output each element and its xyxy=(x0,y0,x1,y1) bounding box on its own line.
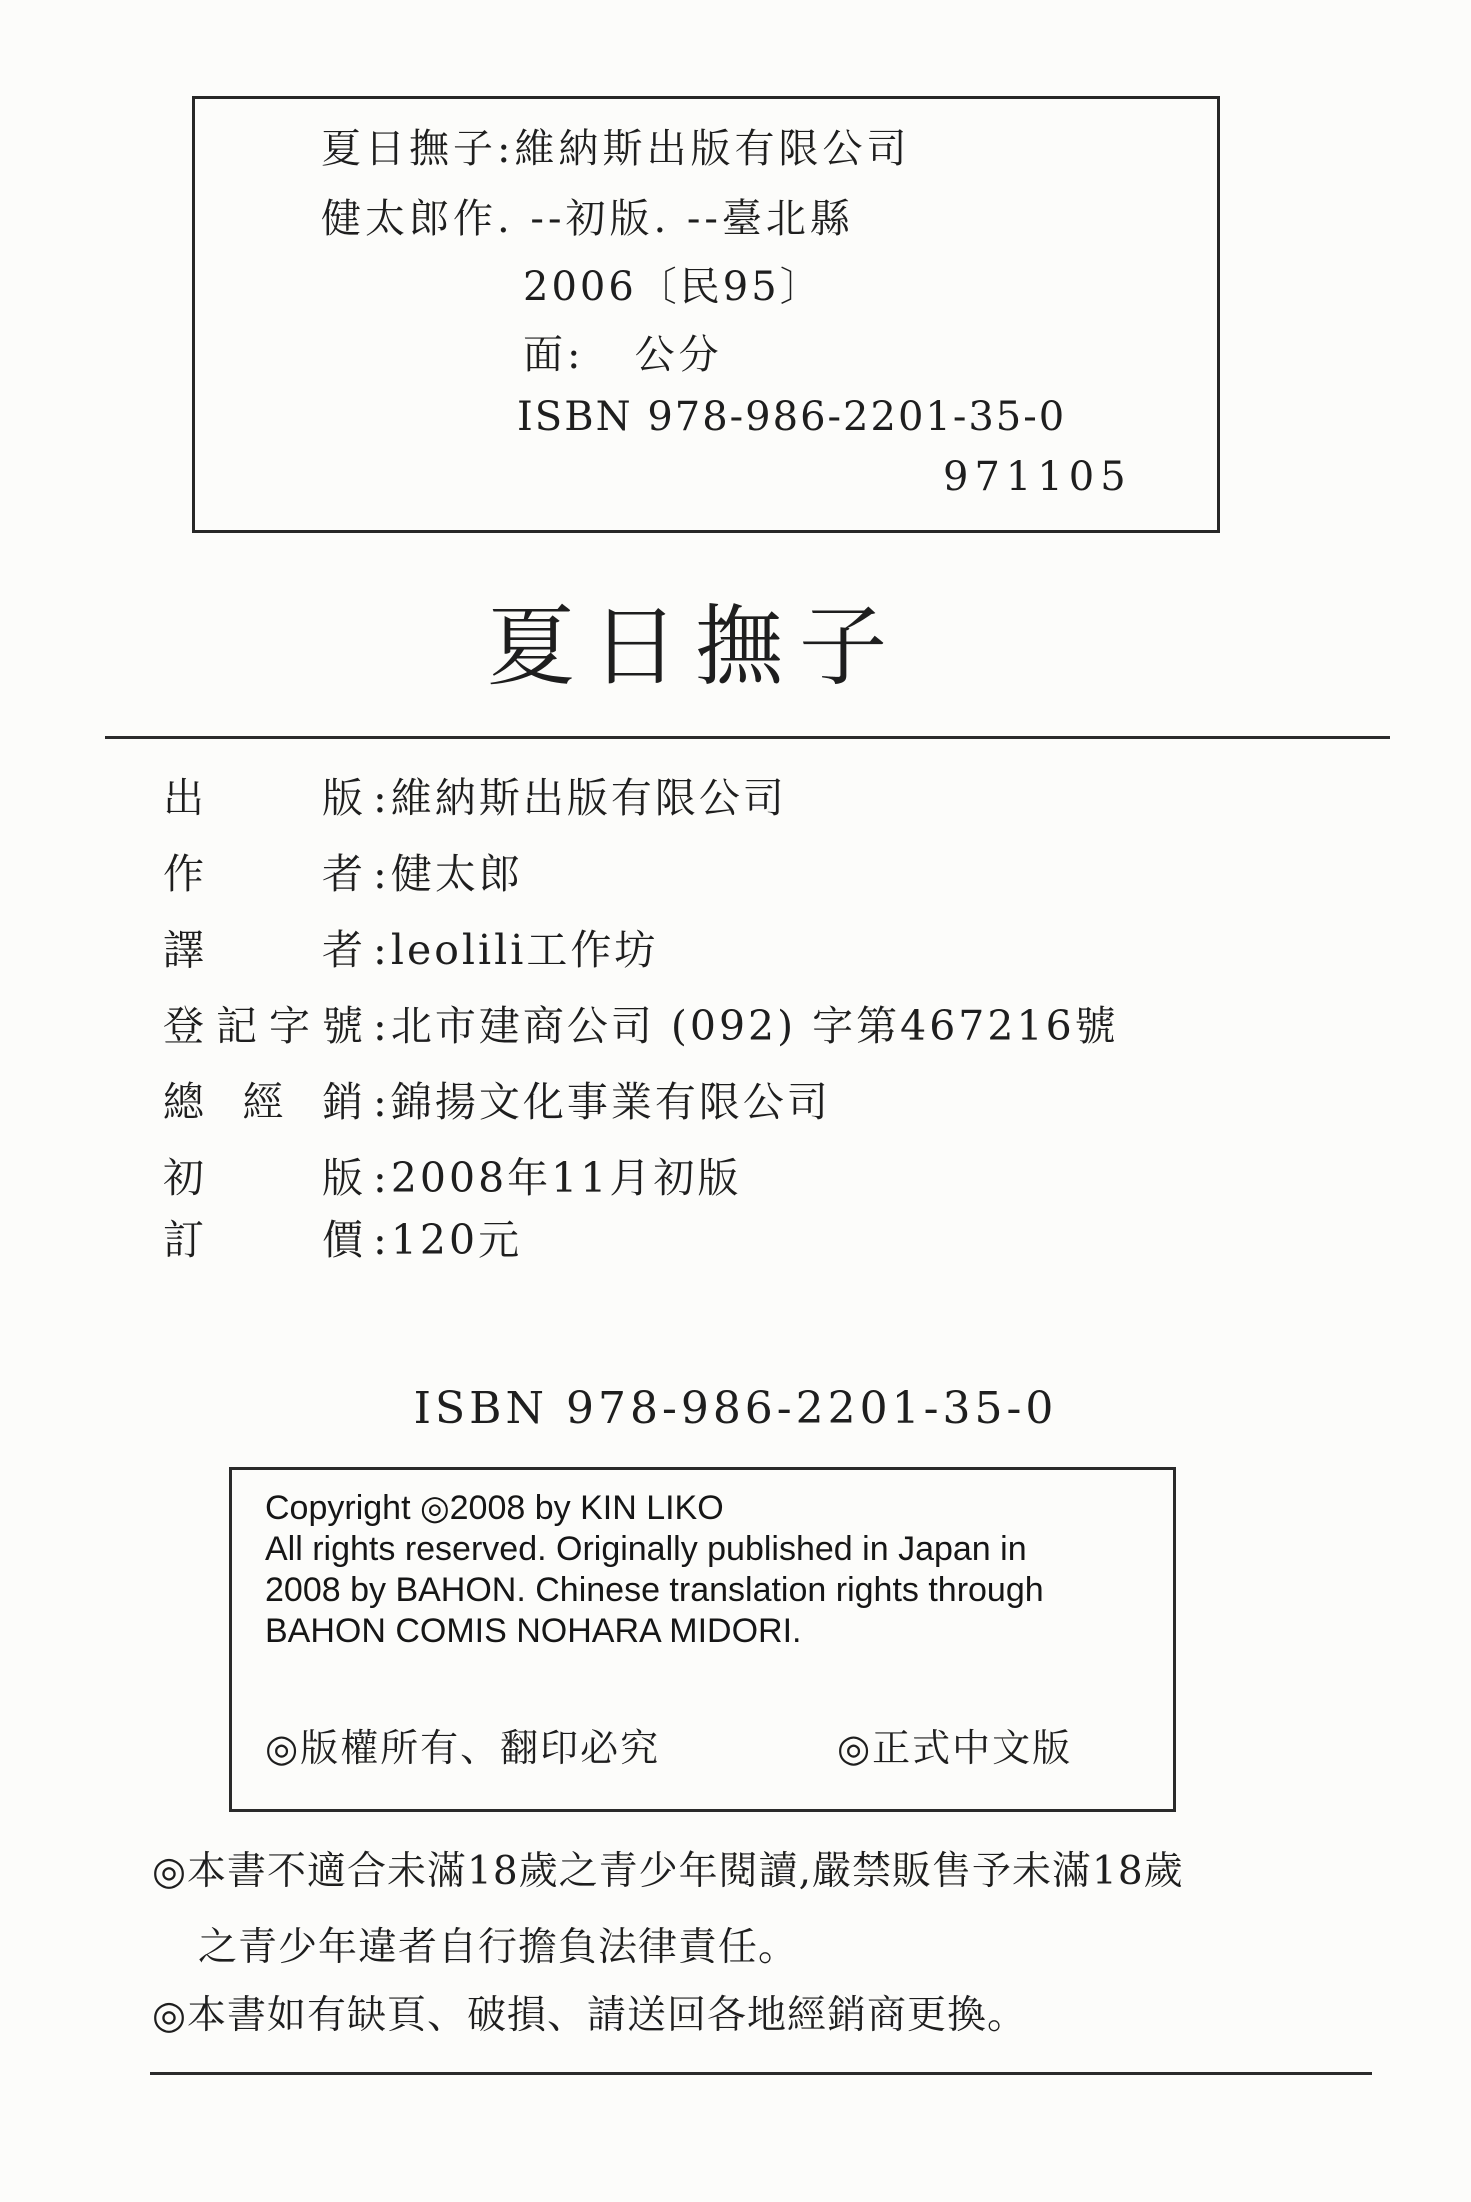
cip-title-publisher-line: 夏日撫子:維納斯出版有限公司 xyxy=(321,126,911,172)
cip-author-edition-line: 健太郎作. --初版. --臺北縣 xyxy=(321,196,854,242)
bottom-divider xyxy=(150,2072,1372,2075)
colophon-row-publisher xyxy=(0,774,1471,822)
cip-isbn-line: ISBN 978-986-2201-35-0 xyxy=(517,394,1067,440)
colophon-row-author xyxy=(0,850,1471,898)
row-colon: : xyxy=(373,1154,387,1202)
colophon-row-registration xyxy=(0,1002,1471,1050)
age-restriction-notice-line1: ◎本書不適合未滿18歲之青少年閱讀,嚴禁販售予未滿18歲 xyxy=(152,1849,1184,1894)
age-restriction-notice-line2: 之青少年違者自行擔負法律責任。 xyxy=(198,1925,799,1970)
official-chinese-edition-note: ◎正式中文版 xyxy=(837,1726,1073,1770)
book-title: 夏日撫子 xyxy=(486,595,903,698)
colophon-row-distributor xyxy=(0,1078,1471,1126)
copyright-line: All rights reserved. Originally published in Japan in xyxy=(265,1530,1027,1568)
colophon-row-price xyxy=(0,1216,1471,1264)
row-value: leolili工作坊 xyxy=(390,926,659,974)
row-label: 總經銷 xyxy=(163,1078,363,1126)
copyright-line: BAHON COMIS NOHARA MIDORI. xyxy=(265,1612,802,1650)
copyright-line: Copyright ◎2008 by KIN LIKO xyxy=(265,1489,724,1527)
copyright-box xyxy=(229,1467,1176,1812)
cip-catalog-number: 971105 xyxy=(943,454,1132,500)
cip-dimensions-line: 面: 公分 xyxy=(523,332,723,378)
row-label: 譯者 xyxy=(163,926,363,974)
row-label: 作者 xyxy=(163,850,363,898)
colophon-row-first-edition xyxy=(0,1154,1471,1202)
row-label: 初版 xyxy=(163,1154,363,1202)
title-divider xyxy=(105,736,1390,739)
cip-data-box xyxy=(192,96,1220,533)
row-colon: : xyxy=(373,1216,387,1264)
replacement-notice: ◎本書如有缺頁、破損、請送回各地經銷商更換。 xyxy=(152,1993,1028,2038)
row-value: 維納斯出版有限公司 xyxy=(390,774,787,822)
row-label: 出版 xyxy=(163,774,363,822)
row-label: 登記字號 xyxy=(163,1002,363,1050)
row-value: 錦揚文化事業有限公司 xyxy=(390,1078,831,1126)
isbn-line: ISBN 978-986-2201-35-0 xyxy=(413,1383,1058,1434)
row-colon: : xyxy=(373,850,387,898)
colophon-row-translator xyxy=(0,926,1471,974)
row-colon: : xyxy=(373,1002,387,1050)
row-value: 健太郎 xyxy=(390,850,523,898)
row-colon: : xyxy=(373,1078,387,1126)
row-label: 訂價 xyxy=(163,1216,363,1264)
row-value: 120元 xyxy=(390,1216,523,1264)
row-colon: : xyxy=(373,774,387,822)
row-colon: : xyxy=(373,926,387,974)
copyright-line: 2008 by BAHON. Chinese translation rights through xyxy=(265,1571,1044,1609)
row-value: 2008年11月初版 xyxy=(390,1154,742,1202)
cip-year-line: 2006〔民95〕 xyxy=(523,264,823,310)
rights-reserved-note: ◎版權所有、翻印必究 xyxy=(265,1726,661,1770)
row-value: 北市建商公司 (092) 字第467216號 xyxy=(390,1002,1119,1050)
